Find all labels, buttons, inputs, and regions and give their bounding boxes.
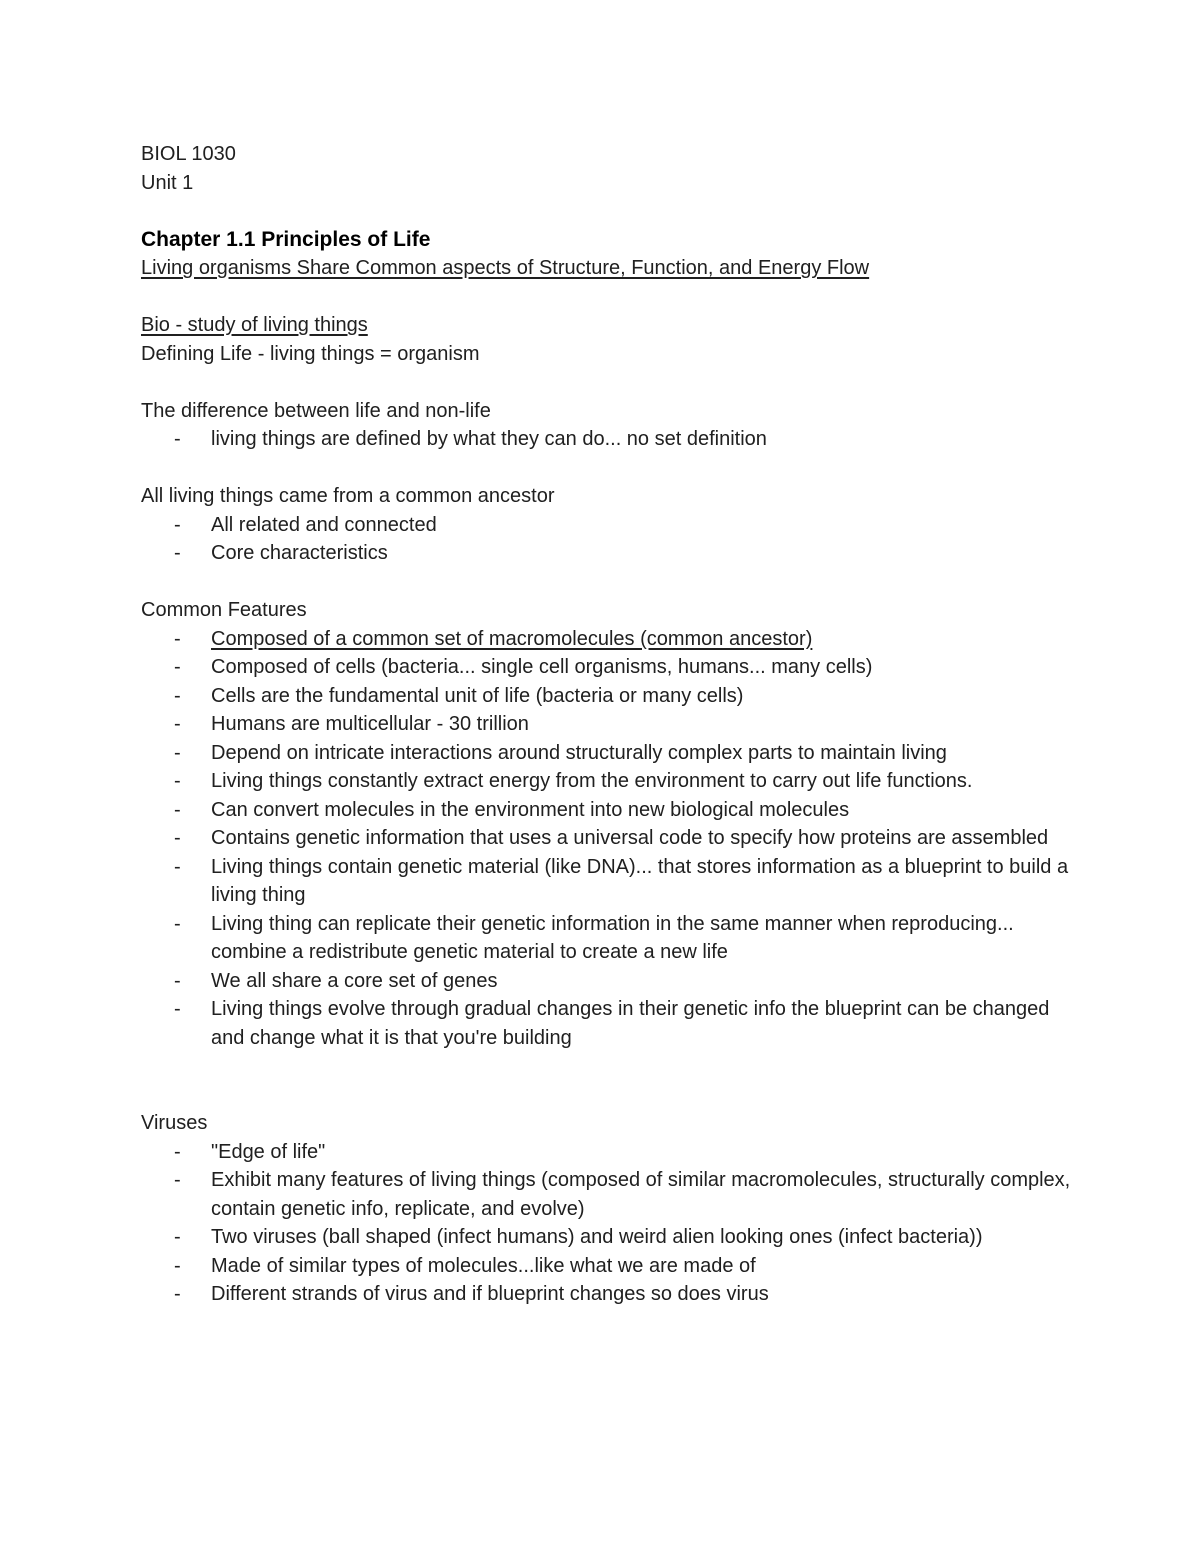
features-list (141, 625, 1071, 1053)
features-heading: Common Features (141, 599, 307, 621)
list-item: - Humans are multicellular - 30 trillion (141, 710, 1071, 739)
list-item: - Living thing can replicate their genetic information in the same manner when reproducing... combine a redistribute genetic material to create a new life (141, 910, 1071, 967)
list-item: - All related and connected (141, 511, 1071, 540)
spacer (141, 454, 1071, 483)
spacer (141, 568, 1071, 597)
list-item: - "Edge of life" (141, 1138, 1071, 1167)
list-item: - Contains genetic information that uses a universal code to specify how proteins are assembled (141, 824, 1071, 853)
viruses-list (141, 1138, 1071, 1309)
ancestor-list (141, 511, 1071, 568)
difference-heading: The difference between life and non-life (141, 399, 491, 422)
list-item: - Composed of cells (bacteria... single cell organisms, humans... many cells) (141, 653, 1071, 682)
spacer (141, 1052, 1071, 1081)
list-item-text: Composed of a common set of macromolecules (common ancestor) (211, 627, 813, 650)
spacer (141, 197, 1071, 226)
spacer (141, 1081, 1071, 1110)
difference-list (141, 425, 1071, 454)
list-item: - Living things constantly extract energy from the environment to carry out life functions. (141, 767, 1071, 796)
list-item: - Cells are the fundamental unit of life (bacteria or many cells) (141, 682, 1071, 711)
list-item: - Exhibit many features of living things (composed of similar macromolecules, structurally complex, contain genetic info, replicate, and evolve) (141, 1166, 1071, 1223)
list-item: - Living things evolve through gradual changes in their genetic info the blueprint can be changed and change what it is that you're building (141, 995, 1071, 1052)
course-code: BIOL 1030 (141, 143, 236, 165)
bio-definition: Bio - study of living things (141, 314, 368, 336)
list-item: - Core characteristics (141, 539, 1071, 568)
list-item: - Living things contain genetic material (like DNA)... that stores information as a blueprint to build a living thing (141, 853, 1071, 910)
unit-label: Unit 1 (141, 171, 194, 194)
ancestor-heading: All living things came from a common ancestor (141, 485, 555, 507)
list-item: - Can convert molecules in the environment into new biological molecules (141, 796, 1071, 825)
list-item: - living things are defined by what they can do... no set definition (141, 425, 1071, 454)
spacer (141, 283, 1071, 312)
viruses-heading: Viruses (141, 1112, 208, 1134)
defining-life: Defining Life - living things = organism (141, 342, 480, 365)
list-item: - Two viruses (ball shaped (infect humans) and weird alien looking ones (infect bacteria)) (141, 1223, 1071, 1252)
document-page (141, 140, 1071, 1309)
list-item: - Made of similar types of molecules...like what we are made of (141, 1252, 1071, 1281)
chapter-title: Chapter 1.1 Principles of Life (141, 227, 431, 251)
spacer (141, 368, 1071, 397)
list-item: - We all share a core set of genes (141, 967, 1071, 996)
list-item: - Depend on intricate interactions around structurally complex parts to maintain living (141, 739, 1071, 768)
chapter-subtitle: Living organisms Share Common aspects of Structure, Function, and Energy Flow (141, 257, 870, 279)
list-item: - Different strands of virus and if blueprint changes so does virus (141, 1280, 1071, 1309)
list-item (141, 625, 1071, 654)
